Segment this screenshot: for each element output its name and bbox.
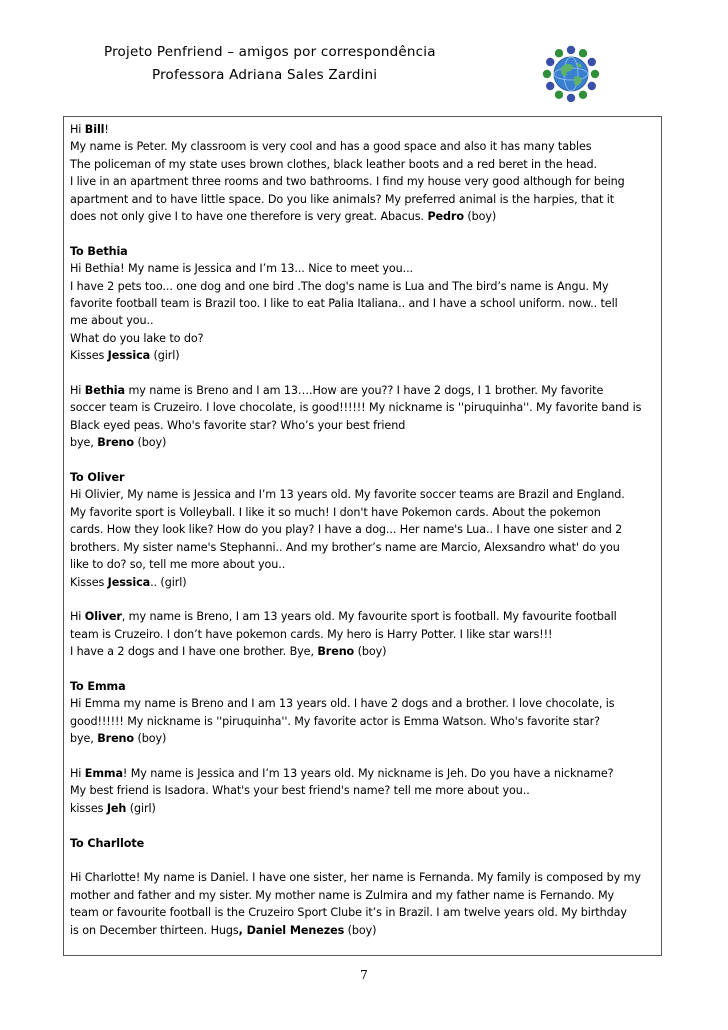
letter-text: Jessica bbox=[107, 349, 151, 363]
letter-line bbox=[70, 399, 655, 416]
letter-text: Kisses bbox=[70, 575, 108, 589]
letter-daniel-charlotte bbox=[70, 869, 655, 939]
letter-text: Hi Emma my name is Breno and I am 13 years old. I have 2 dogs and a brother. I love chocolate, is bbox=[70, 697, 615, 711]
letter-separator bbox=[70, 661, 655, 678]
letter-text: Black eyed peas. Who's favorite star? Who’s your best friend bbox=[70, 418, 406, 432]
letter-text: Breno bbox=[97, 732, 135, 746]
letter-line bbox=[70, 887, 655, 904]
figure-mark bbox=[567, 94, 575, 102]
teacher-name: Professora Adriana Sales Zardini bbox=[152, 67, 378, 83]
letter-separator bbox=[70, 225, 655, 242]
letter-text: apartment and to have little space. Do you like animals? My preferred animal is the harpies, that it bbox=[70, 192, 615, 206]
letter-line bbox=[70, 678, 655, 695]
letter-text: What do you lake to do? bbox=[70, 331, 204, 345]
letter-line bbox=[70, 260, 655, 277]
letter-text: To Oliver bbox=[70, 471, 125, 485]
letter-line bbox=[70, 730, 655, 747]
letter-line bbox=[70, 556, 655, 573]
letter-text: kisses bbox=[70, 801, 107, 815]
figure-mark bbox=[588, 58, 596, 66]
letter-line bbox=[70, 521, 655, 538]
letter-text: , my name is Breno, I am 13 years old. My favourite sport is football. My favourite football bbox=[121, 610, 617, 624]
letter-text: ! My name is Jessica and I’m 13 years old. My nickname is Jeh. Do you have a nickname? bbox=[122, 766, 614, 780]
letter-line bbox=[70, 330, 655, 347]
letter-line bbox=[70, 782, 655, 799]
letter-text: To Emma bbox=[70, 679, 126, 693]
letter-line bbox=[70, 904, 655, 921]
letter-line bbox=[70, 469, 655, 486]
document-header bbox=[0, 40, 728, 110]
letter-line bbox=[70, 922, 655, 939]
figure-mark bbox=[543, 70, 551, 78]
letter-line bbox=[70, 869, 655, 886]
letter-text: ! bbox=[104, 123, 109, 136]
letter-text: Jessica bbox=[107, 575, 151, 589]
letter-text: good!!!!!! My nickname is ''piruquinha''. My favorite actor is Emma Watson. Who's favorite star? bbox=[70, 714, 600, 728]
letter-to-charllote bbox=[70, 835, 655, 852]
letter-separator bbox=[70, 452, 655, 469]
page-number: 7 bbox=[360, 968, 368, 982]
letter-line bbox=[70, 835, 655, 852]
letter-text: favorite football team is Brazil too. I like to eat Palia Italiana.. and I have a school uniform. now.. tell bbox=[70, 297, 618, 311]
letter-text: I have 2 pets too... one dog and one bird .The dog's name is Lua and The bird’s name is Angu. My bbox=[70, 279, 609, 293]
letter-text: bye, bbox=[70, 436, 98, 450]
letter-line bbox=[70, 643, 655, 660]
letter-text: bye, bbox=[70, 732, 98, 746]
letter-line bbox=[70, 121, 655, 138]
letters-list bbox=[70, 121, 655, 939]
figure-mark bbox=[555, 91, 563, 99]
letter-text: To Charllote bbox=[70, 836, 145, 850]
letter-text: Hi bbox=[70, 123, 85, 136]
letter-line bbox=[70, 765, 655, 782]
letter-text: mother and father and my sister. My mother name is Zulmira and my father name is Fernando. My bbox=[70, 888, 615, 902]
letter-text: .. (girl) bbox=[150, 575, 187, 589]
letter-line bbox=[70, 278, 655, 295]
letters-box bbox=[63, 116, 662, 956]
letter-text: My favorite sport is Volleyball. I like it so much! I don't have Pokemon cards. About the pokemon bbox=[70, 505, 601, 519]
letter-line bbox=[70, 243, 655, 260]
letter-text: Oliver bbox=[84, 610, 122, 624]
letter-text: team or favourite football is the Cruzeiro Sport Clube it’s in Brazil. I am twelve years old. My birthday bbox=[70, 906, 627, 920]
letter-separator bbox=[70, 748, 655, 765]
letter-text: The policeman of my state uses brown clothes, black leather boots and a red beret in the head. bbox=[70, 157, 597, 171]
letter-pedro bbox=[70, 121, 655, 225]
letter-line bbox=[70, 608, 655, 625]
globe-with-figures-icon bbox=[541, 44, 601, 104]
letter-text: , Daniel Menezes bbox=[238, 923, 345, 937]
letter-text: (girl) bbox=[150, 349, 180, 363]
letter-line bbox=[70, 156, 655, 173]
letter-jessica-emma bbox=[70, 765, 655, 817]
letter-text: does not only give I to have one therefore is very great. Abacus. bbox=[70, 210, 428, 224]
letter-text: (boy) bbox=[344, 923, 377, 937]
letter-text: (boy) bbox=[463, 210, 497, 224]
letter-text: I live in an apartment three rooms and two bathrooms. I find my house very good although for being bbox=[70, 175, 625, 189]
letter-line bbox=[70, 312, 655, 329]
letter-line bbox=[70, 504, 655, 521]
letter-line bbox=[70, 434, 655, 451]
letter-text: Breno bbox=[317, 645, 355, 659]
letter-text: (boy) bbox=[134, 732, 167, 746]
letter-breno-oliver bbox=[70, 608, 655, 660]
letter-text: brothers. My sister name's Stephanni.. And my brother’s name are Marcio, Alexsandro what' do you bbox=[70, 540, 620, 554]
letter-line bbox=[70, 539, 655, 556]
letter-line bbox=[70, 347, 655, 364]
letter-line bbox=[70, 295, 655, 312]
letter-text: is on December thirteen. Hugs bbox=[70, 923, 239, 937]
figure-mark bbox=[579, 49, 587, 57]
letter-line bbox=[70, 695, 655, 712]
letter-text: Hi bbox=[70, 766, 85, 780]
letter-line bbox=[70, 173, 655, 190]
letter-text: Jeh bbox=[106, 801, 127, 815]
letter-text: me about you.. bbox=[70, 314, 154, 328]
letter-line bbox=[70, 208, 655, 225]
letter-jessica-bethia bbox=[70, 243, 655, 365]
letter-line bbox=[70, 486, 655, 503]
figure-mark bbox=[588, 82, 596, 90]
letter-text: Hi Charlotte! My name is Daniel. I have one sister, her name is Fernanda. My family is composed by my bbox=[70, 871, 641, 885]
letter-breno-emma bbox=[70, 678, 655, 748]
letter-separator bbox=[70, 591, 655, 608]
letter-text: soccer team is Cruzeiro. I love chocolate, is good!!!!!! My nickname is ''piruquinha''. My favorite band is bbox=[70, 401, 642, 415]
letter-text: My best friend is Isadora. What's your best friend's name? tell me more about you.. bbox=[70, 784, 530, 798]
letter-text: To Bethia bbox=[70, 244, 128, 258]
letter-text: Bill bbox=[84, 123, 105, 136]
letter-text: Pedro bbox=[427, 210, 464, 224]
figure-mark bbox=[591, 70, 599, 78]
figure-mark bbox=[546, 58, 554, 66]
letter-text: Emma bbox=[84, 766, 123, 780]
letter-text: (boy) bbox=[134, 436, 167, 450]
letter-separator bbox=[70, 817, 655, 834]
letter-text: (girl) bbox=[126, 801, 156, 815]
letter-text: Breno bbox=[97, 436, 135, 450]
letter-text: Hi bbox=[70, 610, 85, 624]
letter-text: Kisses bbox=[70, 349, 108, 363]
letter-text: cards. How they look like? How do you play? I have a dog... Her name's Lua.. I have one sister and 2 bbox=[70, 523, 623, 537]
letter-line bbox=[70, 626, 655, 643]
project-title: Projeto Penfriend – amigos por correspondência bbox=[104, 44, 436, 60]
letter-jessica-oliver bbox=[70, 469, 655, 591]
figure-mark bbox=[546, 82, 554, 90]
letter-text: my name is Breno and I am 13….How are you?? I have 2 dogs, I 1 brother. My favorite bbox=[125, 384, 604, 398]
letter-text: I have a 2 dogs and I have one brother. Bye, bbox=[70, 645, 318, 659]
letter-separator bbox=[70, 852, 655, 869]
letter-line bbox=[70, 417, 655, 434]
letter-line bbox=[70, 138, 655, 155]
figure-mark bbox=[579, 91, 587, 99]
letter-separator bbox=[70, 365, 655, 382]
letter-text: Hi bbox=[70, 384, 85, 398]
letter-line bbox=[70, 574, 655, 591]
letter-text: Bethia bbox=[84, 384, 125, 398]
letter-text: like to do? so, tell me more about you.. bbox=[70, 558, 286, 572]
letter-line bbox=[70, 382, 655, 399]
letter-breno-bethia bbox=[70, 382, 655, 452]
letter-text: (boy) bbox=[354, 645, 387, 659]
letter-line bbox=[70, 713, 655, 730]
figure-mark bbox=[555, 49, 563, 57]
letter-line bbox=[70, 191, 655, 208]
figure-mark bbox=[567, 46, 575, 54]
letter-text: My name is Peter. My classroom is very cool and has a good space and also it has many tables bbox=[70, 140, 592, 154]
letter-text: Hi Olivier, My name is Jessica and I’m 13 years old. My favorite soccer teams are Brazil and England. bbox=[70, 488, 625, 502]
letter-line bbox=[70, 800, 655, 817]
letter-text: Hi Bethia! My name is Jessica and I’m 13... Nice to meet you... bbox=[70, 262, 413, 276]
letter-text: team is Cruzeiro. I don’t have pokemon cards. My hero is Harry Potter. I like star wars!!! bbox=[70, 627, 553, 641]
